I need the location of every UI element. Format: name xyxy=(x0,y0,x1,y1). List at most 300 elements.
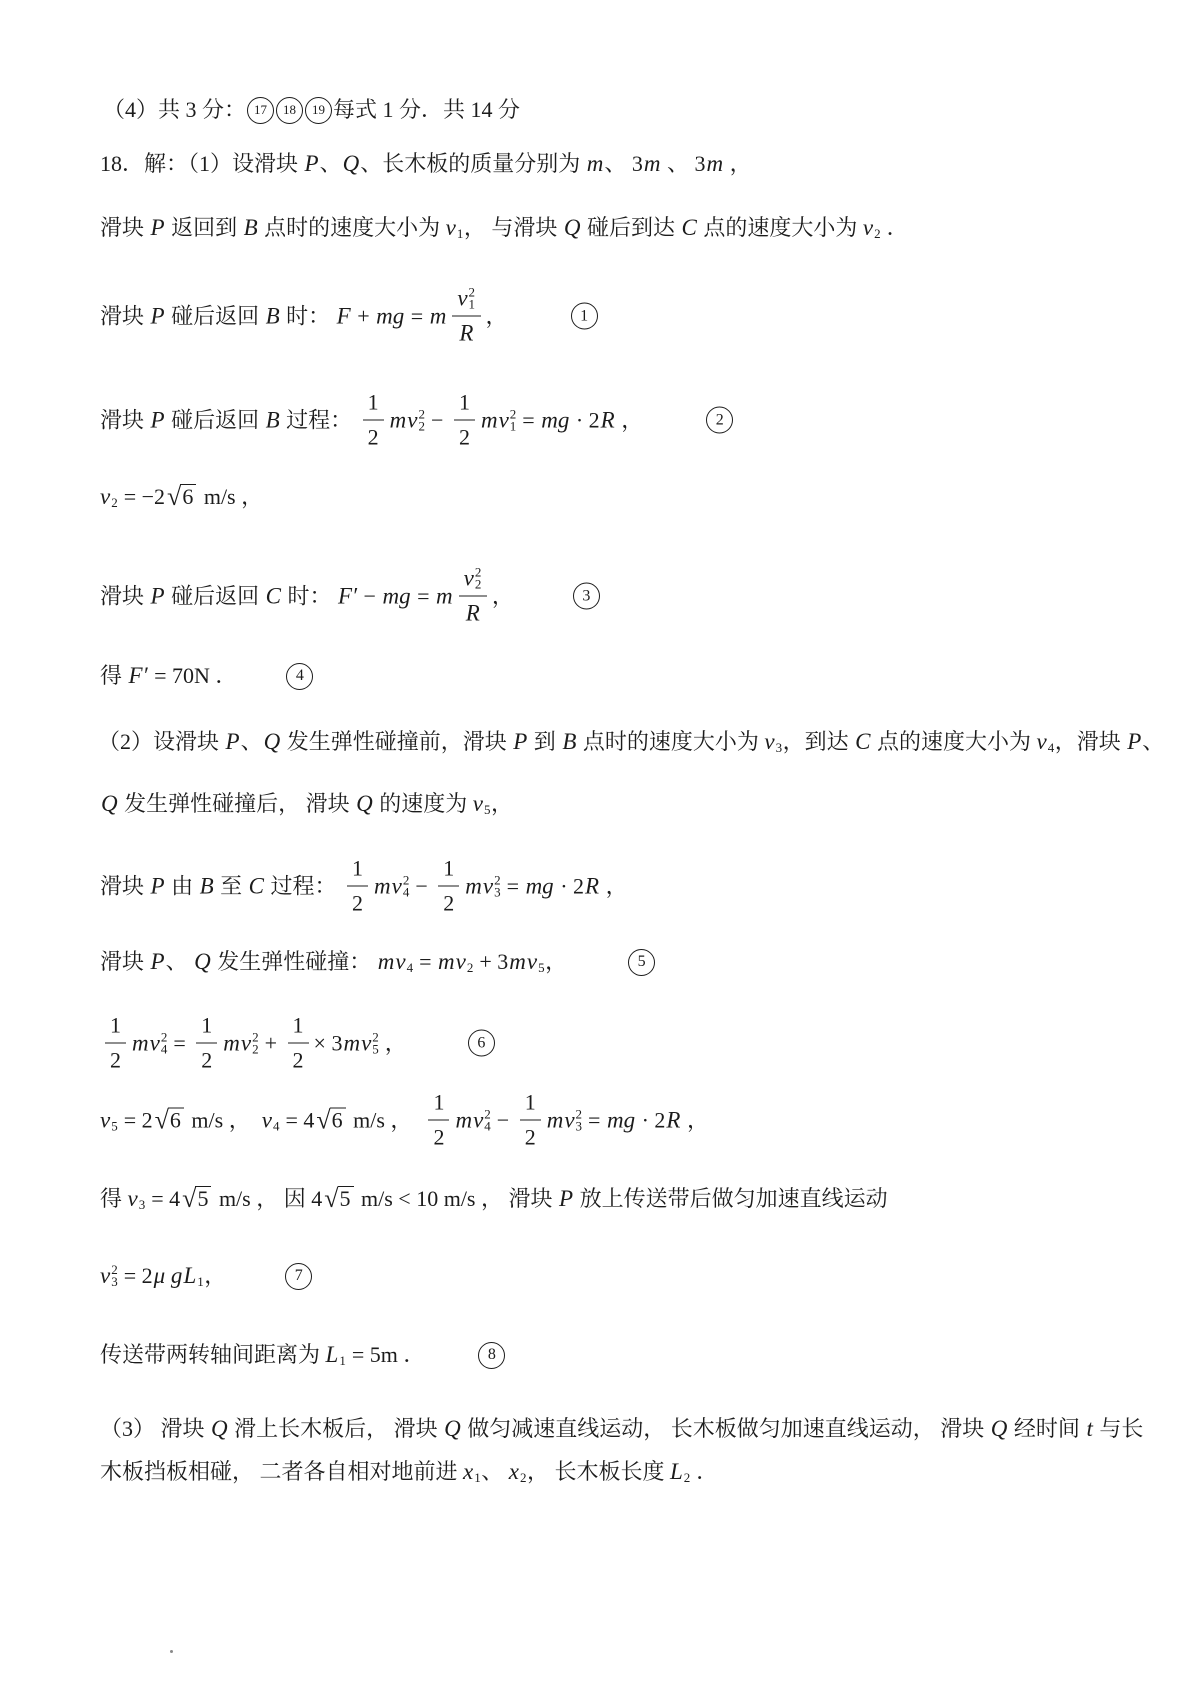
math-text: 点时的速度大小为 xyxy=(577,729,765,754)
fraction-denominator xyxy=(459,421,470,453)
math-fraction xyxy=(288,1011,309,1076)
math-text: m/s ， xyxy=(198,484,264,509)
math-variable: B xyxy=(562,729,577,754)
math-superscript: 2 xyxy=(402,872,410,887)
fraction-denominator xyxy=(465,597,481,629)
math-text: 发生弹性碰撞前，滑块 xyxy=(281,729,513,754)
math-subsup xyxy=(1048,730,1055,754)
math-text: 、 xyxy=(319,151,342,176)
math-variable: P xyxy=(150,303,165,328)
math-variable: P xyxy=(559,1186,574,1211)
math-subscript: 3 xyxy=(775,740,783,755)
math-spacer xyxy=(514,596,572,597)
math-text: = 2 xyxy=(118,1107,153,1132)
math-subscript: 2 xyxy=(474,576,482,592)
line-v2-value xyxy=(100,482,263,512)
math-fraction xyxy=(428,1088,449,1153)
math-variable: m xyxy=(438,949,455,974)
math-fraction xyxy=(459,564,487,629)
math-text: 1 xyxy=(443,855,455,881)
math-variable: B xyxy=(199,873,214,898)
math-subsup xyxy=(538,950,545,974)
math-subscripted-variable xyxy=(473,789,491,819)
math-variable: v xyxy=(498,407,509,432)
math-variable: R xyxy=(459,320,474,346)
math-variable: v xyxy=(445,215,456,240)
math-subsup xyxy=(161,1031,168,1055)
math-subsup xyxy=(474,1460,481,1484)
math-spacer xyxy=(237,676,285,677)
math-subsup xyxy=(520,1460,527,1484)
fraction-numerator xyxy=(196,1011,217,1044)
math-square-root xyxy=(182,1186,211,1212)
math-variable: v xyxy=(862,215,874,240)
math-superscript: 2 xyxy=(474,564,482,580)
math-text: 的速度为 xyxy=(373,791,473,816)
math-superscript: 2 xyxy=(468,284,476,300)
math-text: = 2 xyxy=(118,1263,153,1288)
math-superscript: 2 xyxy=(484,1106,491,1121)
math-text: 放上传送带后做匀加速直线运动 xyxy=(574,1186,888,1211)
math-subscript: 5 xyxy=(538,960,545,975)
math-subscript: 2 xyxy=(418,418,426,433)
fraction-numerator xyxy=(105,1011,126,1044)
math-text: 碰后返回 xyxy=(165,407,265,432)
math-variable: P xyxy=(225,729,240,754)
math-variable: v xyxy=(149,1030,160,1055)
math-text: 由 xyxy=(165,873,199,898)
math-text: （3） 滑块 xyxy=(100,1416,211,1441)
math-text: = 4 xyxy=(145,1186,181,1211)
math-text: 、 xyxy=(240,729,263,754)
math-subscript: 3 xyxy=(138,1197,146,1212)
radical-sign-icon: √ xyxy=(324,1184,339,1213)
math-text: 1 xyxy=(458,389,470,415)
math-subscripted-variable xyxy=(262,1105,280,1135)
math-text: 2 xyxy=(201,1047,213,1073)
math-subsup xyxy=(252,1031,259,1055)
math-subscript: 1 xyxy=(468,296,476,312)
math-variable: P xyxy=(150,407,165,432)
math-text: = xyxy=(501,873,525,898)
math-text: 1 xyxy=(524,1089,536,1115)
fraction-denominator xyxy=(293,1044,304,1076)
line-part3-b xyxy=(100,1457,718,1487)
math-text: 2 xyxy=(433,1124,445,1150)
radicand: 5 xyxy=(338,1186,354,1210)
math-superscript: 2 xyxy=(111,1262,118,1277)
math-variable: m xyxy=(389,407,407,432)
math-text: ， xyxy=(545,949,568,974)
math-text: ，到达 xyxy=(782,729,855,754)
math-subsup xyxy=(419,408,426,432)
line-define-v1-v2 xyxy=(100,213,909,243)
scan-artifact-dot xyxy=(170,1650,173,1653)
math-text: = 5m ． xyxy=(346,1342,426,1367)
math-text: m/s ， xyxy=(347,1107,424,1132)
math-variable: R xyxy=(600,407,615,432)
math-variable: C xyxy=(265,583,281,608)
math-fraction xyxy=(452,284,480,349)
math-variable: mg xyxy=(606,1107,636,1132)
math-subscripted-variable xyxy=(100,1261,118,1291)
circled-equation-number: 7 xyxy=(285,1263,312,1290)
line-eq6-kinetic xyxy=(100,1011,496,1076)
math-subsup xyxy=(484,1108,491,1132)
math-text: = 70N ． xyxy=(148,663,238,688)
math-subscripted-variable xyxy=(670,1457,691,1487)
math-subscript: 5 xyxy=(111,1118,118,1133)
math-subsup xyxy=(111,485,118,509)
math-variable: Q xyxy=(563,215,581,240)
circled-equation-number: 19 xyxy=(305,97,332,124)
math-variable: t xyxy=(1086,1416,1093,1441)
math-text: 1 xyxy=(292,1012,304,1038)
line-part3-a xyxy=(100,1414,1143,1444)
math-variable: R xyxy=(666,1107,681,1132)
math-variable: Q xyxy=(356,791,373,816)
math-subscripted-variable xyxy=(361,1028,379,1058)
math-variable: F xyxy=(336,303,351,328)
fraction-numerator xyxy=(288,1011,309,1044)
math-text: = xyxy=(516,407,541,432)
math-text: 1 xyxy=(433,1089,445,1115)
math-subscript: 4 xyxy=(1047,740,1055,755)
math-variable: F′ xyxy=(337,583,358,608)
math-text: 时： xyxy=(280,303,336,328)
math-text: = xyxy=(405,303,429,328)
math-text: 木板挡板相碰， 二者各自相对地前进 xyxy=(100,1459,464,1484)
math-text: 2 xyxy=(443,890,455,916)
math-text: = xyxy=(413,949,437,974)
math-subscripted-variable xyxy=(764,727,782,757)
math-variable: v xyxy=(455,949,466,974)
math-variable: Q xyxy=(263,729,281,754)
math-text: ， xyxy=(204,1263,227,1288)
math-text: + 3 xyxy=(473,949,509,974)
math-subsup xyxy=(111,1264,118,1288)
math-text: 2 xyxy=(110,1047,121,1073)
math-text: 滑块 xyxy=(100,949,150,974)
line-v3-value xyxy=(100,1184,888,1214)
math-fraction xyxy=(196,1011,217,1076)
math-text: 2 xyxy=(367,424,379,450)
fraction-denominator xyxy=(368,421,379,453)
math-text: 至 xyxy=(214,873,248,898)
math-text: · 2 xyxy=(636,1107,666,1132)
circled-equation-number: 5 xyxy=(628,949,655,976)
math-variable: v xyxy=(1036,729,1047,754)
math-text: ， 与滑块 xyxy=(463,215,563,240)
math-spacer xyxy=(425,1355,477,1356)
math-subscripted-variable xyxy=(183,1261,204,1291)
math-text: 与长 xyxy=(1093,1416,1144,1441)
math-subscript: 5 xyxy=(372,1041,379,1056)
math-fraction xyxy=(454,388,475,453)
math-spacer xyxy=(508,316,570,317)
math-text: ， xyxy=(681,1107,709,1132)
math-variable: μ g xyxy=(153,1263,183,1288)
math-variable: m xyxy=(223,1030,240,1055)
math-text: 、 xyxy=(165,949,194,974)
math-variable: v xyxy=(764,729,775,754)
math-variable: P xyxy=(513,729,528,754)
circled-equation-number: 6 xyxy=(468,1030,495,1057)
math-text: ， xyxy=(600,873,628,898)
math-subscripted-variable xyxy=(483,871,501,901)
fraction-denominator xyxy=(352,887,363,919)
math-text: m/s ， xyxy=(185,1107,262,1132)
math-text: 滑块 xyxy=(100,215,150,240)
math-subsup xyxy=(457,216,464,240)
math-spacer xyxy=(407,1043,467,1044)
math-text: 滑块 xyxy=(100,303,150,328)
circled-equation-number: 1 xyxy=(571,303,598,330)
math-variable: v xyxy=(261,1107,272,1132)
fraction-numerator xyxy=(347,854,368,887)
fraction-denominator xyxy=(525,1121,536,1153)
math-variable: P xyxy=(150,215,165,240)
math-text: 滑上长木板后， 滑块 xyxy=(228,1416,444,1441)
math-subscript: 3 xyxy=(494,884,501,899)
math-superscript: 2 xyxy=(494,872,501,887)
line-eq5-momentum xyxy=(100,947,656,977)
math-subscripted-variable xyxy=(241,1028,259,1058)
math-text: ， xyxy=(379,1030,407,1055)
circled-equation-number: 17 xyxy=(247,97,274,124)
math-variable: Q xyxy=(444,1416,461,1441)
math-spacer xyxy=(567,962,627,963)
fraction-denominator xyxy=(110,1044,121,1076)
math-square-root xyxy=(316,1107,345,1133)
math-variable: m xyxy=(643,151,661,176)
line-part2-setup-b xyxy=(100,789,513,819)
line-eq-B-to-C xyxy=(100,854,628,919)
math-variable: x xyxy=(463,1459,474,1484)
math-subscripted-variable xyxy=(527,947,545,977)
math-subsup xyxy=(510,408,517,432)
fraction-denominator xyxy=(458,317,474,349)
math-subsup xyxy=(339,1343,346,1367)
math-spacer xyxy=(643,420,705,421)
math-text: × 3 xyxy=(313,1030,343,1055)
math-variable: v xyxy=(100,1107,111,1132)
math-text: − xyxy=(491,1107,515,1132)
math-subsup xyxy=(407,950,414,974)
math-subsup xyxy=(468,284,476,312)
math-subscript: 2 xyxy=(683,1470,691,1485)
math-variable: R xyxy=(585,873,600,898)
math-subscripted-variable xyxy=(407,405,425,435)
math-subsup xyxy=(874,216,881,240)
circled-equation-number: 2 xyxy=(706,407,733,434)
math-variable: m xyxy=(436,583,453,608)
line-eq3-circular-C xyxy=(100,564,601,629)
math-text: 传送带两转轴间距离为 xyxy=(100,1342,326,1367)
math-variable: v xyxy=(100,484,111,509)
math-fraction xyxy=(105,1011,126,1076)
math-variable: mg xyxy=(525,873,554,898)
math-subscript: 3 xyxy=(111,1274,118,1289)
math-text: 得 xyxy=(100,663,128,688)
math-subscript: 1 xyxy=(456,226,464,241)
math-subsup xyxy=(273,1108,280,1132)
radical-sign-icon: √ xyxy=(167,482,182,511)
math-subscript: 2 xyxy=(111,495,118,510)
math-text: 碰后到达 xyxy=(581,215,681,240)
fraction-numerator xyxy=(363,388,384,421)
math-text: = xyxy=(582,1107,606,1132)
math-variable: mg xyxy=(541,407,570,432)
math-text: · 2 xyxy=(554,873,585,898)
math-subscripted-variable xyxy=(564,1105,582,1135)
math-variable: Q xyxy=(990,1416,1008,1441)
circled-equation-number: 18 xyxy=(276,97,303,124)
math-text: 过程： xyxy=(280,407,358,432)
math-superscript: 2 xyxy=(418,406,426,421)
math-text: 每式 1 分．共 14 分 xyxy=(333,97,521,122)
math-variable: P xyxy=(150,583,165,608)
fraction-numerator xyxy=(520,1088,541,1121)
math-text: · 2 xyxy=(570,407,600,432)
math-subscripted-variable xyxy=(863,213,881,243)
circled-equation-number: 4 xyxy=(286,663,313,690)
math-fraction xyxy=(438,854,459,919)
math-variable: F′ xyxy=(128,663,148,688)
fraction-denominator xyxy=(433,1121,444,1153)
math-subscripted-variable xyxy=(457,284,475,314)
math-text: 碰后返回 xyxy=(165,303,265,328)
math-fraction xyxy=(520,1088,541,1153)
line-eq8-belt-length xyxy=(100,1340,506,1370)
radicand: 5 xyxy=(195,1186,211,1210)
math-text: 2 xyxy=(292,1047,304,1073)
math-text: ， xyxy=(491,791,514,816)
math-subsup xyxy=(111,1108,118,1132)
math-superscript: 2 xyxy=(575,1106,583,1121)
math-variable: v xyxy=(407,407,418,432)
math-subsup xyxy=(776,730,783,754)
radicand: 6 xyxy=(180,484,196,508)
fraction-denominator xyxy=(443,887,454,919)
math-text: ， xyxy=(491,583,514,608)
math-subscript: 2 xyxy=(466,960,474,975)
radical-sign-icon: √ xyxy=(316,1105,331,1134)
math-text: 碰后返回 xyxy=(165,583,265,608)
math-text: 、长木板的质量分别为 xyxy=(360,151,586,176)
circled-equation-number: 8 xyxy=(478,1342,505,1369)
math-subscript: 3 xyxy=(575,1118,583,1133)
math-subscript: 5 xyxy=(484,802,491,817)
math-variable: v xyxy=(240,1030,252,1055)
math-fraction xyxy=(363,388,384,453)
math-variable: Q xyxy=(194,949,211,974)
math-variable: P xyxy=(150,873,165,898)
math-text: + xyxy=(259,1030,283,1055)
math-subscript: 1 xyxy=(474,1470,481,1485)
math-text: ， xyxy=(724,151,752,176)
math-subscript: 1 xyxy=(197,1274,204,1289)
math-text: − xyxy=(358,583,382,608)
math-subsup xyxy=(403,874,410,898)
math-subscripted-variable xyxy=(326,1340,347,1370)
math-text: 时： xyxy=(281,583,337,608)
math-text: 、 3 xyxy=(661,151,706,176)
math-subscripted-variable xyxy=(128,1184,146,1214)
math-text: 到 xyxy=(528,729,562,754)
math-subscript: 4 xyxy=(272,1118,280,1133)
math-text: 1 xyxy=(352,855,364,881)
math-variable: m xyxy=(132,1030,149,1055)
math-variable: v xyxy=(127,1186,138,1211)
math-variable: v xyxy=(526,949,538,974)
math-text: 过程： xyxy=(265,873,343,898)
math-text: 、 3 xyxy=(604,151,643,176)
math-subsup xyxy=(197,1264,204,1288)
math-subsup xyxy=(372,1031,379,1055)
math-text: 滑块 xyxy=(100,873,150,898)
math-subscript: 1 xyxy=(339,1353,346,1368)
math-variable: mg xyxy=(382,583,411,608)
math-superscript: 2 xyxy=(160,1029,168,1044)
math-variable: m xyxy=(480,407,498,432)
math-variable: m xyxy=(465,873,482,898)
math-text: = xyxy=(411,583,436,608)
math-variable: v xyxy=(472,791,483,816)
math-variable: P xyxy=(304,151,319,176)
math-subscript: 4 xyxy=(402,884,410,899)
math-text: 、 xyxy=(481,1459,509,1484)
math-subscript: 4 xyxy=(160,1041,168,1056)
math-text: − xyxy=(409,873,434,898)
math-text: = 4 xyxy=(279,1107,315,1132)
math-subscripted-variable xyxy=(464,564,482,594)
math-square-root xyxy=(324,1186,353,1212)
math-variable: m xyxy=(455,1107,473,1132)
math-subsup xyxy=(139,1187,146,1211)
line-v5-v4-values xyxy=(100,1088,709,1153)
math-variable: L xyxy=(669,1459,683,1484)
math-subscripted-variable xyxy=(499,405,517,435)
math-text: 点时的速度大小为 xyxy=(258,215,446,240)
math-variable: C xyxy=(248,873,265,898)
math-variable: m xyxy=(377,949,395,974)
math-variable: m xyxy=(429,303,447,328)
math-subscripted-variable xyxy=(456,947,474,977)
math-variable: L xyxy=(183,1263,197,1288)
math-text: 经时间 xyxy=(1008,1416,1086,1441)
math-text: = −2 xyxy=(118,484,166,509)
math-text: 2 xyxy=(458,424,470,450)
line-eq2-energy-B xyxy=(100,388,734,453)
math-square-root xyxy=(167,484,196,510)
math-variable: mg xyxy=(376,303,405,328)
math-variable: P xyxy=(150,949,165,974)
fraction-denominator xyxy=(201,1044,212,1076)
math-text: 2 xyxy=(352,890,364,916)
math-variable: v xyxy=(482,873,494,898)
math-variable: m xyxy=(509,949,526,974)
math-variable: v xyxy=(361,1030,372,1055)
math-text: 发生弹性碰撞后， 滑块 xyxy=(118,791,356,816)
math-subscripted-variable xyxy=(395,947,413,977)
math-text: ． xyxy=(690,1459,719,1484)
circled-equation-number: 3 xyxy=(573,583,600,610)
math-text: 点的速度大小为 xyxy=(871,729,1037,754)
math-variable: R xyxy=(465,600,480,626)
math-text: + xyxy=(351,303,376,328)
math-text: 得 xyxy=(100,1186,128,1211)
